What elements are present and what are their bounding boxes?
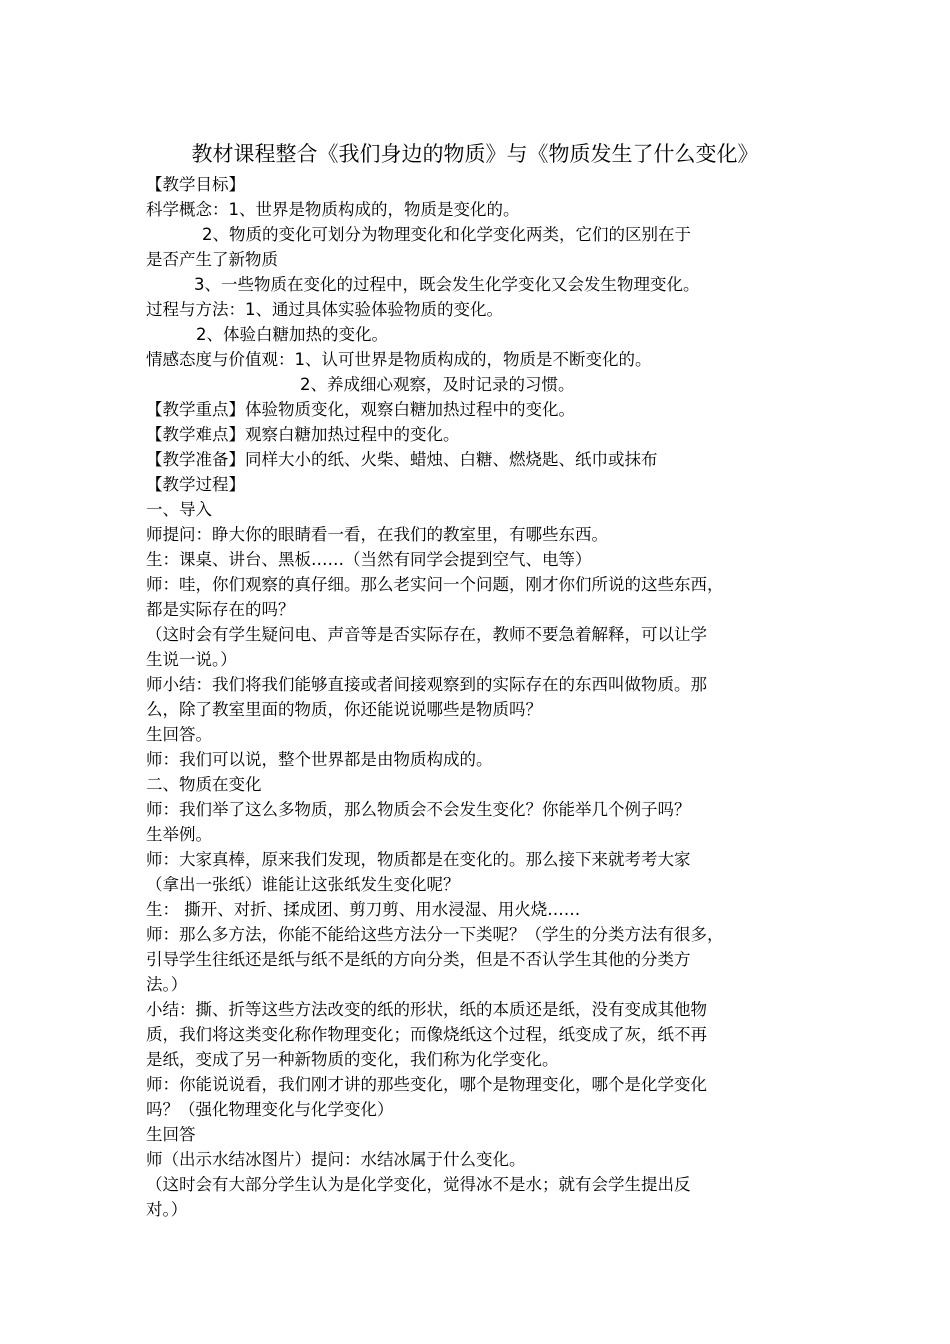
text-line: 都是实际存在的吗？: [146, 600, 295, 619]
text-line: 师小结：我们将我们能够直接或者间接观察到的实际存在的东西叫做物质。那: [146, 675, 707, 694]
text-line: 生举例。: [146, 825, 212, 844]
text-line: 生： 撕开、对折、揉成团、剪刀剪、用水浸湿、用火烧……: [146, 900, 581, 919]
document-body: [146, 172, 811, 1222]
text-line: 【教学准备】同样大小的纸、火柴、蜡烛、白糖、燃烧匙、纸巾或抹布: [146, 450, 658, 469]
text-line: 【教学难点】观察白糖加热过程中的变化。: [146, 425, 460, 444]
text-line: 生回答: [146, 1125, 196, 1144]
text-line: 【教学目标】: [146, 175, 245, 194]
text-line: 师：你能说说看，我们刚才讲的那些变化，哪个是物理变化，哪个是化学变化: [146, 1075, 707, 1094]
text-line: 法。）: [146, 975, 188, 994]
text-line: 【教学过程】: [146, 475, 245, 494]
text-line: 小结：撕、折等这些方法改变的纸的形状，纸的本质还是纸，没有变成其他物: [146, 1000, 707, 1019]
text-line: 科学概念：1、世界是物质构成的，物质是变化的。: [146, 200, 520, 219]
text-line: 师：大家真棒，原来我们发现，物质都是在变化的。那么接下来就考考大家: [146, 850, 691, 869]
text-line: 生回答。: [146, 725, 212, 744]
text-line: 质，我们将这类变化称作物理变化；而像烧纸这个过程，纸变成了灰，纸不再: [146, 1025, 707, 1044]
text-line: （这时会有学生疑问电、声音等是否实际存在，教师不要急着解释，可以让学: [146, 625, 707, 644]
text-line: 是否产生了新物质: [146, 250, 278, 269]
text-line: 师（出示水结冰图片）提问：水结冰属于什么变化。: [146, 1150, 526, 1169]
text-line: 2、体验白糖加热的变化。: [196, 325, 388, 344]
text-line: 么，除了教室里面的物质，你还能说说哪些是物质吗？: [146, 700, 542, 719]
text-line: 师：我们可以说，整个世界都是由物质构成的。: [146, 750, 493, 769]
text-line: 师提问：睁大你的眼睛看一看，在我们的教室里，有哪些东西。: [146, 525, 608, 544]
text-line: 生说一说。）: [146, 650, 237, 669]
text-line: 师：那么多方法，你能不能给这些方法分一下类呢？（学生的分类方法有很多，: [146, 925, 724, 944]
text-line: 引导学生往纸还是纸与纸不是纸的方向分类，但是不否认学生其他的分类方: [146, 950, 691, 969]
text-line: 对。）: [146, 1200, 188, 1219]
text-line: 一、导入: [146, 500, 212, 519]
text-line: 师：哇，你们观察的真仔细。那么老实问一个问题，刚才你们所说的这些东西，: [146, 575, 724, 594]
text-line: 【教学重点】体验物质变化，观察白糖加热过程中的变化。: [146, 400, 575, 419]
text-line: 情感态度与价值观：1、认可世界是物质构成的，物质是不断变化的。: [146, 350, 652, 369]
text-line: 2、养成细心观察，及时记录的习惯。: [300, 375, 575, 394]
text-line: 生：课桌、讲台、黑板……（当然有同学会提到空气、电等）: [146, 550, 592, 569]
text-line: 过程与方法：1、通过具体实验体验物质的变化。: [146, 300, 503, 319]
text-line: 2、物质的变化可划分为物理变化和化学变化两类，它们的区别在于: [202, 225, 691, 244]
text-line: 3、一些物质在变化的过程中，既会发生化学变化又会发生物理变化。: [194, 275, 700, 294]
text-line: 师：我们举了这么多物质，那么物质会不会发生变化？你能举几个例子吗？: [146, 800, 691, 819]
text-line: 吗？（强化物理变化与化学变化）: [146, 1100, 394, 1119]
text-line: （这时会有大部分学生认为是化学变化，觉得冰不是水；就有会学生提出反: [146, 1175, 691, 1194]
text-line: 是纸，变成了另一种新物质的变化，我们称为化学变化。: [146, 1050, 559, 1069]
text-line: （拿出一张纸）谁能让这张纸发生变化呢？: [146, 875, 460, 894]
text-line: 二、物质在变化: [146, 775, 262, 794]
document-title: 教材课程整合《我们身边的物质》与《物质发生了什么变化》: [191, 142, 759, 166]
